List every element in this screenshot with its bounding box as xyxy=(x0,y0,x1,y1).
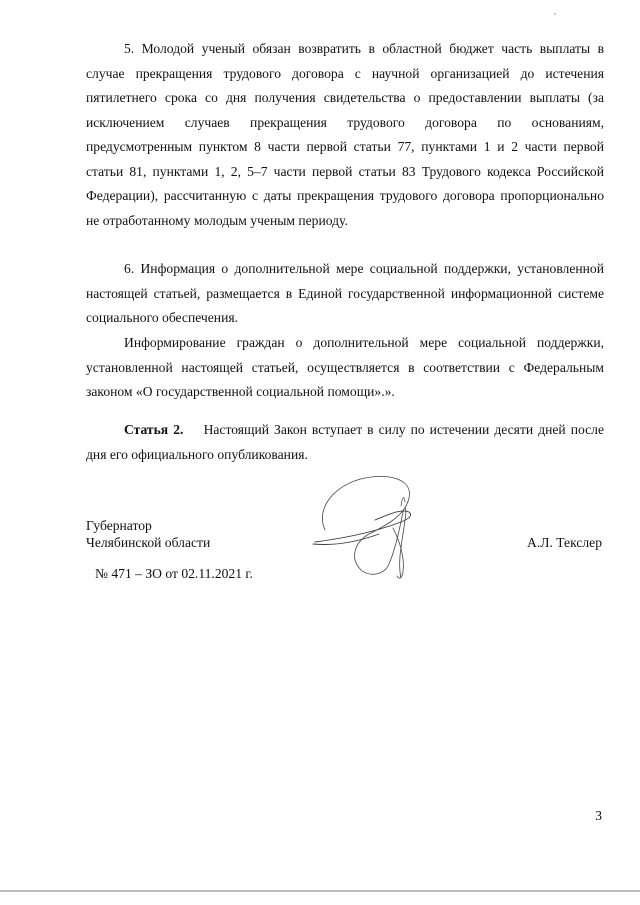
signatory-title xyxy=(86,517,210,551)
paragraph-informing: Информирование граждан о дополнительной мере социальной поддержки, установленной настоящей статьей, осуществляется в соответствии с Федеральным законом «О государственной социальной помощи».». xyxy=(86,335,604,399)
handwritten-signature xyxy=(305,468,435,588)
paragraph-6: 6. Информация о дополнительной мере социальной поддержки, установленной настоящей статьей, размещается в Единой государственной информационной системе социального обеспечения. xyxy=(86,261,604,325)
signatory-name: А.Л. Текслер xyxy=(527,535,602,550)
scan-bottom-edge xyxy=(0,890,640,892)
page-number: 3 xyxy=(595,808,602,823)
scan-speck xyxy=(554,13,556,15)
paragraph-6-block xyxy=(86,257,604,331)
signatory-title-line-1: Губернатор xyxy=(86,518,152,533)
paragraph-informing-block xyxy=(86,331,604,405)
document-number: № 471 – ЗО от 02.11.2021 г. xyxy=(95,566,253,581)
paragraph-5: 5. Молодой ученый обязан возвратить в областной бюджет часть выплаты в случае прекращения трудового договора с научной организацией до истечения пятилетнего срока со дня получения свидетельства о предоставлении выплаты (за исключением случаев прекращения трудового договора по основаниям, предусмотренным пунктом 8 части первой статьи 77, пунктами 1 и 2 части первой статьи 81, пунктами 1, 2, 5–7 части первой статьи 83 Трудового кодекса Российской Федерации), рассчитанную с даты прекращения трудового договора пропорционально не отработанному молодым ученым периоду. xyxy=(86,41,604,228)
signatory-title-line-2: Челябинской области xyxy=(86,535,211,550)
article-2-paragraph xyxy=(86,418,604,467)
article-2-label: Статья 2. xyxy=(124,422,184,437)
article-2-block xyxy=(86,418,604,467)
paragraph-5-block xyxy=(86,37,604,233)
article-2-text: Настоящий Закон вступает в силу по истечении десяти дней после дня его официального опубликования. xyxy=(86,422,604,462)
